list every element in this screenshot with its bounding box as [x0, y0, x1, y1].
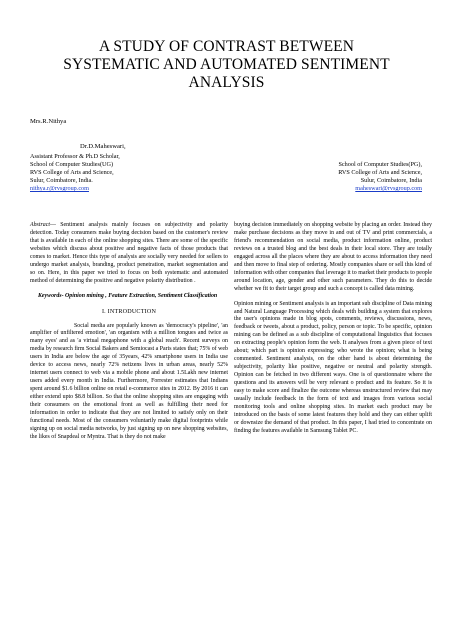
keywords-body: Opinion mining , Feature Extraction, Sentiment Classification — [63, 292, 218, 299]
section-heading-introduction: I. INTRODUCTION — [101, 308, 157, 315]
affiliation-left-line: School of Computer Studies(UG) — [30, 161, 114, 168]
keywords-lead: Keywords- — [38, 292, 64, 299]
right-column — [234, 222, 432, 443]
paper-title: A STUDY OF CONTRAST BETWEEN SYSTEMATIC AND AUTOMATED SENTIMENT ANALYSIS — [63, 38, 390, 91]
affiliation-left-line: RVS College of Arts and Science, — [30, 169, 114, 176]
intro-paragraph: Social media are popularly known as 'democracy's pipeline', 'an amplifier of unfiltered emotion', 'an organism with a million tongues and twice as many eyes' and as 'a virtual megaphone with a global reach'. Recent surveys on media by research firm Social Bakers and Semiocast a Paris states that; 75% of web users in India are below the age of 35years, 42% smartphone users in India use device to access news, nearly 72% netizens lives in urban areas, nearly 52% internet users connect to web via a mobile phone and about 1.5Lakh new internet users added every month in India. Furthermore, Forrester estimates that Indians spent around $1.6 billion online on retail e-commerce sites in 2012. By 2016 it can either extend upto $8.8 billion. So that the online shopping sites are engaging with their consumers on the emotional front as well as fulfilling their need for information in order to indicate that they are not limited to satisfy only on their functional needs. Most of the consumers voluntarily make digital footprints while signing up on social media networks, by just signing up on new shopping websites, the likes of Snapdeal or Myntra. That is they do not make — [30, 322, 228, 440]
email-link-left[interactable]: nithya.r@rvsgroup.com — [30, 185, 89, 192]
affiliation-right-line: School of Computer Studies(PG), — [338, 161, 422, 168]
affiliation-left-line: Sulur, Coimbatore, India. — [30, 177, 93, 184]
author-first: Mrs.R.Nithya — [30, 118, 67, 125]
abstract-body: — Sentiment analysis mainly focuses on subjectivity and polarity detection. Today consumers make buying decision based on the customer's review that is available in each of the online shopping sites. There are some of the specific websites which discuss about positive and negative facts of those products that comes to market. Hence this type of analysis are socially very needed for sellers to undergo market analysis, branding, product penetration, market segmentation and so on. Here, in this paper we tried to focus on both systematic and automated method of determining the positive and negative polarity distribution . — [30, 222, 228, 284]
body-paragraph: Opinion mining or Sentiment analysis is an important sub discipline of Data mining and Natural Language Processing which deals with building a system that explores the user's opinions made in blog spots, comments, reviews, discussions, news, feedback or tweets, about a product, policy, person or topic. To be specific, opinion mining can be defined as a sub discipline of computational linguistics that focuses on extracting people's opinion form the web. It analyses from a given piece of text about; which part is opinion expressing; who wrote the opinion; what is being commented. Sentiment analysis, on the other hand is about determining the subjectivity, polarity like positive, negative or neutral and polarity strength. Opinion can be fetched in two different ways. One is of questionnaire where the questions and its answers will be very relevant o product and its feature. So it is easy to make score and finalize the outcome whereas unstructured review that may usually include feedback in the form of text and images from various social monitoring tools and online shopping sites. In market each product may be introduced on the basis of some latest features they hold and they can either uplift or downsize the demand of that product. In this paper, I had tried to concentrate on finding the features available in Samsung Tablet PC. — [234, 300, 432, 434]
abstract — [30, 222, 228, 286]
left-column — [30, 222, 228, 449]
email-link-right[interactable]: maheswari@rvsgroup.com — [355, 185, 422, 192]
author-second: Dr.D.Maheswari, — [80, 143, 126, 150]
affiliation-right — [338, 161, 422, 193]
abstract-lead: Abstract — [30, 222, 50, 228]
affiliation-right-line: RVS College of Arts and Science, — [338, 169, 422, 176]
body-paragraph: buying decision immediately on shopping website by placing an order. Instead they make purchase decisions as they move in and out of TV and print commercials, a friend's recommendation on social media, product information online, product reviews on a trusted blog and the best deals in their local store. They are totally engaged across all the places where they are about to access information they need and then move to final step of ordering. Mostly companies share or sell this kind of information with other companies that leverage it to market their products to people around location, age, gender and other such parameters. They do this to decide whether we fit to their target group and such a concept is called data mining. — [234, 222, 432, 292]
affiliation-right-line: Sulur, Coimbatore, India — [360, 177, 422, 184]
affiliation-left — [30, 153, 120, 193]
keywords — [30, 293, 228, 301]
affiliation-left-line: Assistant Professor & Ph.D Scholar, — [30, 153, 120, 160]
